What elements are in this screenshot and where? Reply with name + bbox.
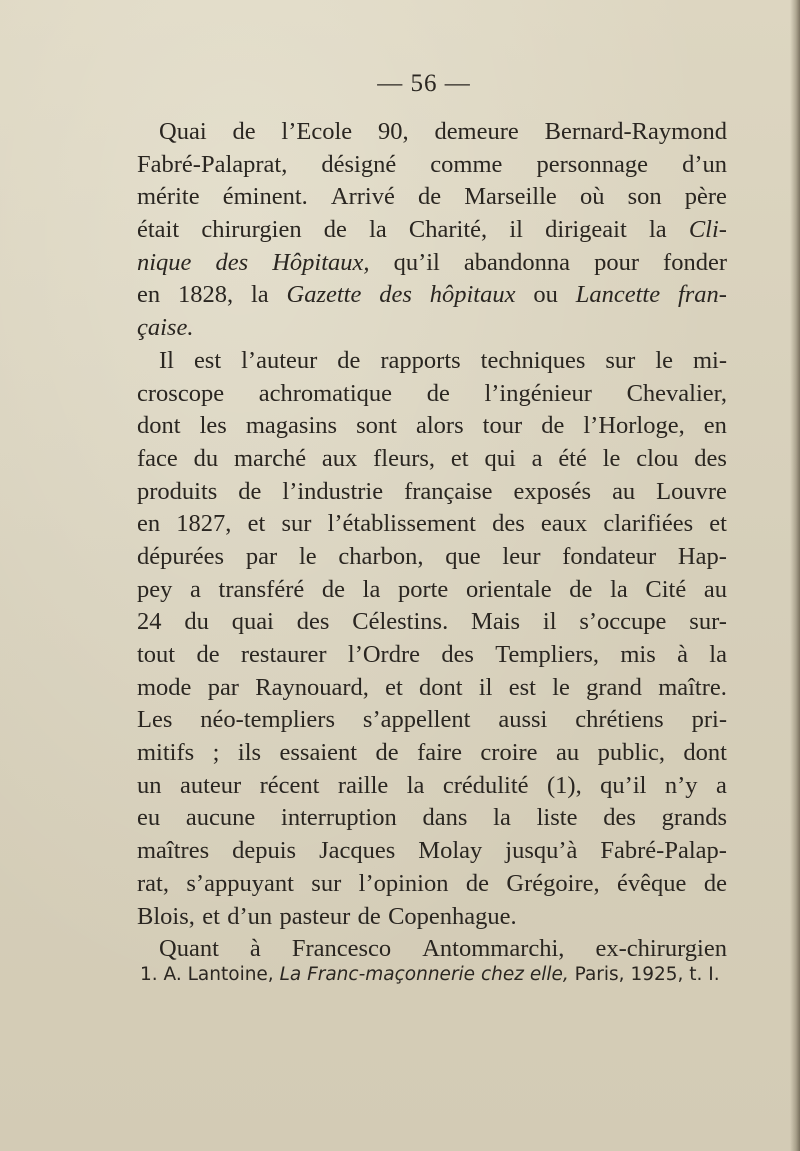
word: l’auteur xyxy=(241,346,318,374)
word: charbon, xyxy=(338,542,424,570)
footnote-title: La Franc-maçonnerie chez elle, xyxy=(279,964,569,985)
word: en xyxy=(137,510,161,538)
text-line xyxy=(137,835,727,868)
word: (1), xyxy=(547,771,582,799)
word: Grégoire, xyxy=(506,869,600,897)
word: Molay xyxy=(418,837,483,865)
word: 1827, xyxy=(176,510,232,538)
word: dont xyxy=(137,412,181,440)
text-line xyxy=(137,214,727,247)
text-line xyxy=(137,770,727,803)
word: au xyxy=(556,739,580,767)
word: grand xyxy=(586,673,642,701)
word: mi- xyxy=(692,346,727,374)
word: a xyxy=(190,575,201,603)
word: néo-templiers xyxy=(200,706,335,734)
text-line xyxy=(137,476,727,509)
word: été xyxy=(558,444,587,472)
word: croire xyxy=(480,739,538,767)
word: a xyxy=(531,444,543,472)
word: produits xyxy=(137,477,218,505)
word: et xyxy=(385,673,403,701)
text-line xyxy=(137,410,727,443)
word: de xyxy=(357,902,381,930)
word: de xyxy=(418,183,442,211)
word: il xyxy=(509,216,523,244)
text-line xyxy=(137,247,727,280)
word: Bernard-Raymond xyxy=(544,118,727,145)
word: chirurgien xyxy=(201,216,302,244)
word: 1828, xyxy=(177,281,234,309)
word: alors xyxy=(416,412,464,440)
footnote-suffix: Paris, 1925, t. I. xyxy=(568,964,720,985)
word: du xyxy=(193,444,219,472)
word: et xyxy=(247,510,266,538)
word: française xyxy=(404,477,493,505)
word: par xyxy=(207,673,239,701)
word: Charité, xyxy=(408,216,488,244)
footnote xyxy=(140,964,740,985)
text-line xyxy=(137,279,727,312)
word: en xyxy=(703,412,727,440)
word: Louvre xyxy=(656,477,727,505)
word: Marseille xyxy=(464,183,557,211)
word: évêque xyxy=(617,869,687,897)
word: eaux xyxy=(540,510,588,538)
word: croscope xyxy=(137,379,225,407)
word: la xyxy=(610,575,628,603)
word: des xyxy=(694,444,727,472)
word: fleurs, xyxy=(373,444,436,472)
word: de xyxy=(337,346,361,374)
text-line xyxy=(137,802,727,835)
word: Arrivé xyxy=(330,183,395,211)
text-line xyxy=(137,704,727,737)
word: de xyxy=(196,641,220,668)
word: maîtres xyxy=(137,837,210,865)
word: fondateur xyxy=(562,542,657,570)
word: Quant xyxy=(159,935,219,963)
word: Templiers, xyxy=(495,641,600,668)
word: Il xyxy=(159,346,174,374)
word: et xyxy=(202,902,220,930)
word: personnage xyxy=(536,150,649,178)
word: qui xyxy=(484,444,516,472)
word: Fabré-Palaprat, xyxy=(137,150,288,178)
word: ils xyxy=(237,739,262,767)
text-line xyxy=(137,378,727,411)
word: des xyxy=(379,281,412,309)
word: Gazette xyxy=(286,281,362,309)
word: s’appuyant xyxy=(186,869,294,897)
text-line xyxy=(137,737,727,770)
word: des xyxy=(215,248,249,276)
word: rat, xyxy=(137,869,169,897)
word: au xyxy=(612,477,636,505)
page-number: — 56 — xyxy=(377,70,471,97)
word: s’occupe xyxy=(579,608,667,636)
word: aucune xyxy=(185,804,256,832)
word: le xyxy=(602,444,621,472)
footnote-prefix: 1. A. Lantoine, xyxy=(140,964,280,985)
word: tour xyxy=(482,412,523,440)
word: grands xyxy=(661,804,727,832)
word: pour xyxy=(594,248,639,276)
text-line xyxy=(137,345,727,378)
word: la xyxy=(648,216,667,244)
word: le xyxy=(298,542,317,570)
text-line xyxy=(137,181,727,214)
word: exposés xyxy=(513,477,592,505)
word: mérite xyxy=(137,183,200,211)
word: la xyxy=(406,771,425,799)
text-line xyxy=(137,868,727,901)
word: ; xyxy=(212,739,220,767)
word: leur xyxy=(502,542,541,570)
text-line xyxy=(137,149,727,182)
word: Hôpitaux, xyxy=(272,248,370,276)
word: la xyxy=(709,641,727,668)
word: où xyxy=(579,183,605,211)
word: jusqu’à xyxy=(505,837,578,865)
word: pasteur xyxy=(279,902,351,930)
text-line xyxy=(137,933,727,966)
word: des xyxy=(441,641,474,668)
word: quai xyxy=(231,608,274,636)
word: Lancette xyxy=(575,281,661,309)
word: mis xyxy=(620,641,656,668)
word: depuis xyxy=(232,837,297,865)
word: Quai xyxy=(159,118,207,145)
word: ou xyxy=(533,281,558,309)
word: essaient xyxy=(279,739,358,767)
word: l’Ordre xyxy=(347,641,420,668)
word: son xyxy=(627,183,662,211)
text-line xyxy=(137,312,727,345)
word: hôpitaux xyxy=(429,281,516,309)
word: crédulité xyxy=(442,771,529,799)
word: des xyxy=(296,608,330,636)
text-line xyxy=(137,541,727,574)
word: était xyxy=(137,216,180,244)
word: le xyxy=(655,346,673,374)
word: de xyxy=(569,575,593,603)
word: le xyxy=(552,673,570,701)
word: d’un xyxy=(227,902,273,930)
word: la xyxy=(369,216,387,244)
word: qu’il xyxy=(600,771,647,799)
word: s’appellent xyxy=(362,706,471,734)
word: interruption xyxy=(281,804,397,832)
word: Antommarchi, xyxy=(422,935,565,963)
word: est xyxy=(508,673,536,701)
word: de xyxy=(426,379,450,407)
word: désigné xyxy=(321,150,397,178)
word: l’Horloge, xyxy=(583,412,685,440)
word: de xyxy=(375,739,399,767)
word: du xyxy=(184,608,209,636)
word: Raynouard, xyxy=(255,673,369,701)
word: un xyxy=(137,771,162,799)
word: sur xyxy=(311,869,342,897)
word: auteur xyxy=(179,771,242,799)
word: Blois, xyxy=(137,902,195,930)
word: sur xyxy=(605,346,636,374)
word: dont xyxy=(683,739,727,767)
word: porte xyxy=(397,575,449,603)
word: nique xyxy=(137,248,192,276)
word: de xyxy=(541,412,565,440)
word: Jacques xyxy=(319,837,396,865)
word: fran- xyxy=(677,281,727,309)
word: ex-chirurgien xyxy=(595,935,727,963)
word: comme xyxy=(430,150,503,178)
word: dépurées xyxy=(137,542,225,570)
word: la xyxy=(362,575,381,603)
word: maître. xyxy=(658,673,727,701)
word: l’industrie xyxy=(282,477,384,505)
word: abandonna xyxy=(463,248,571,276)
word: n’y xyxy=(664,771,698,799)
word: orientale xyxy=(465,575,552,603)
word: l’opinion xyxy=(358,869,449,897)
word: de xyxy=(321,575,345,603)
word: techniques xyxy=(480,346,586,374)
word: dans xyxy=(422,804,468,832)
word: éminent. xyxy=(222,183,308,211)
word: il xyxy=(478,673,493,701)
word: Les xyxy=(137,706,173,734)
text-line xyxy=(137,606,727,639)
word: achromatique xyxy=(258,379,393,407)
word: à xyxy=(249,935,261,963)
word: l’Ecole xyxy=(281,118,353,145)
word: sont xyxy=(356,412,397,440)
word: Cli- xyxy=(688,216,727,244)
word: face xyxy=(137,444,178,472)
word: magasins xyxy=(245,412,338,440)
word: par xyxy=(245,542,278,570)
word: il xyxy=(542,608,557,636)
word: a xyxy=(716,771,727,799)
word: sur xyxy=(281,510,312,538)
word: raille xyxy=(337,771,389,799)
word: pey xyxy=(137,575,173,603)
word: 90, xyxy=(377,118,409,145)
word: 24 xyxy=(137,608,162,636)
text-line xyxy=(137,901,727,934)
word: eu xyxy=(137,804,161,832)
word: de xyxy=(323,216,347,244)
page-edge-shadow xyxy=(790,0,800,1151)
word: de xyxy=(465,869,490,897)
word: clarifiées xyxy=(603,510,694,538)
word: restaurer xyxy=(240,641,327,668)
word: père xyxy=(684,183,727,211)
text-line xyxy=(137,639,727,672)
text-line xyxy=(137,443,727,476)
word: rapports xyxy=(380,346,461,374)
text-line xyxy=(137,508,727,541)
word: dirigeait xyxy=(545,216,627,244)
word: mitifs xyxy=(137,739,195,767)
word: transféré xyxy=(218,575,305,603)
word: des xyxy=(603,804,636,832)
word: dont xyxy=(419,673,463,701)
word: Fabré-Palap- xyxy=(600,837,727,865)
word: de xyxy=(232,118,256,145)
word: et xyxy=(450,444,469,472)
word: en xyxy=(137,281,161,309)
word: l’ingénieur xyxy=(484,379,592,407)
word: la xyxy=(493,804,511,832)
word: faire xyxy=(417,739,462,767)
word: la xyxy=(250,281,269,309)
text-line xyxy=(137,574,727,607)
word: chrétiens xyxy=(575,706,664,734)
word: de xyxy=(238,477,262,505)
word: liste xyxy=(536,804,578,832)
word: Célestins. xyxy=(352,608,449,636)
word: Mais xyxy=(471,608,521,636)
body-text xyxy=(137,116,727,966)
word: çaise. xyxy=(137,314,194,342)
word: Hap- xyxy=(677,542,727,570)
word: à xyxy=(677,641,688,668)
word: mode xyxy=(137,673,192,701)
word: Cité xyxy=(645,575,687,603)
word: sur- xyxy=(689,608,727,636)
word: qu’il xyxy=(393,248,440,276)
word: d’un xyxy=(682,150,727,178)
word: récent xyxy=(259,771,320,799)
word: de xyxy=(703,869,727,897)
word: les xyxy=(199,412,227,440)
word: au xyxy=(703,575,727,603)
word: l’établissement xyxy=(327,510,476,538)
word: marché xyxy=(233,444,307,472)
text-line xyxy=(137,116,727,149)
word: fonder xyxy=(663,248,727,276)
word: aux xyxy=(321,444,358,472)
word: est xyxy=(193,346,222,374)
word: Copenhague. xyxy=(388,902,517,930)
word: des xyxy=(492,510,525,538)
word: Chevalier, xyxy=(626,379,727,407)
text-line xyxy=(137,672,727,705)
word: clou xyxy=(636,444,679,472)
word: Francesco xyxy=(291,935,392,963)
word: et xyxy=(709,510,727,538)
word: tout xyxy=(137,641,176,668)
word: public, xyxy=(597,739,665,767)
word: aussi xyxy=(498,706,548,734)
word: demeure xyxy=(434,118,519,145)
word: pri- xyxy=(691,706,727,734)
word: que xyxy=(445,542,481,570)
